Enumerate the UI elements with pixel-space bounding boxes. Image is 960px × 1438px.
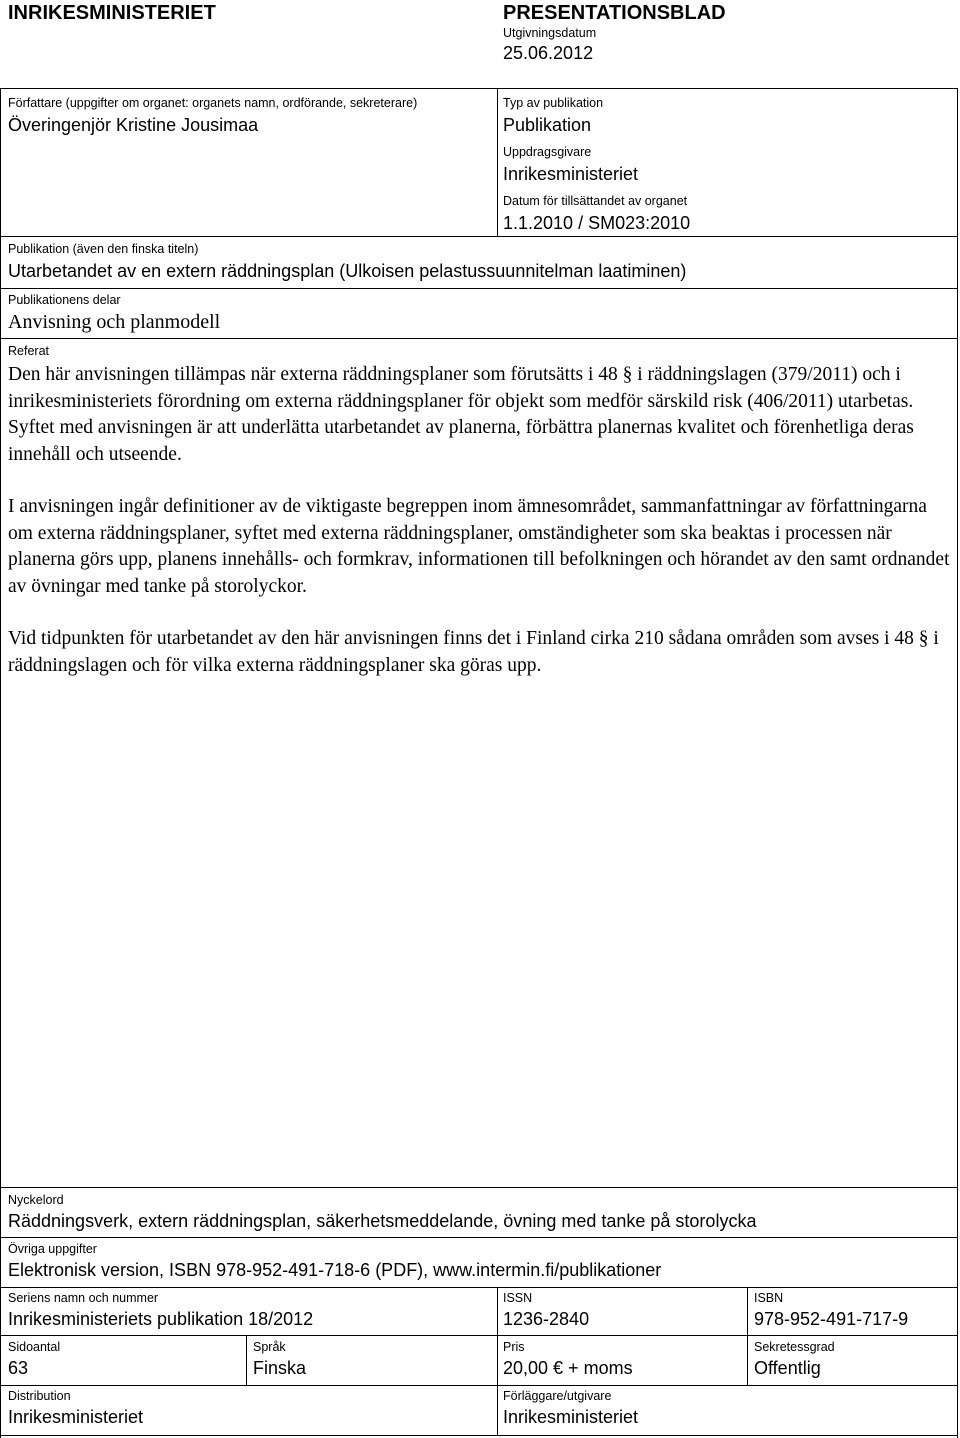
commissioner-value: Inrikesministeriet: [503, 164, 639, 184]
series-label: Seriens namn och nummer: [8, 1291, 159, 1305]
abstract-paragraph-2: I anvisningen ingår definitioner av de viktigaste begreppen inom ämnesområdet, sammanfattningar av författningarna om externa räddningsplaner, syftet med externa räddningsplaner, omständigheter som ska beaktas i processen när planerna görs upp, planens innehålls- och formkrav, informationen till befolkningen och hörandet av den samt ordnandet av övningar med tanke på storolyckor.: [8, 496, 950, 597]
confidentiality-label: Sekretessgrad: [754, 1340, 835, 1354]
series-row-border: [0, 1287, 958, 1288]
distribution-label: Distribution: [8, 1389, 71, 1403]
abstract-paragraph-1: Den här anvisningen tillämpas när externa räddningsplaner som förutsätts i 48 § i räddningslagen (379/2011) och i inrikesministeriets förordning om externa räddningsplaner för objekt som medför särskild risk (406/2011) utarbetas. Syftet med anvisningen är att underlätta utarbetandet av planerna, förbättra planernas kvalitet och förenhetliga deras innehåll och utseende.: [8, 364, 914, 465]
issn-value: 1236-2840: [503, 1309, 590, 1329]
publication-type-label: Typ av publikation: [503, 96, 604, 110]
appointment-date-label: Datum för tillsättandet av organet: [503, 194, 688, 208]
publication-date-label: Utgivningsdatum: [503, 26, 597, 40]
publication-title-value: Utarbetandet av en extern räddningsplan (Ulkoisen pelastussuunnitelman laatiminen): [8, 261, 687, 281]
publisher-label: Förläggare/utgivare: [503, 1389, 612, 1403]
keywords-row-border: [0, 1187, 958, 1188]
appointment-date-value: 1.1.2010 / SM023:2010: [503, 213, 691, 233]
other-info-label: Övriga uppgifter: [8, 1242, 97, 1256]
bottom-border: [0, 1435, 958, 1436]
abstract-paragraph-3: Vid tidpunkten för utarbetandet av den här anvisningen finns det i Finland cirka 210 sådana områden som avses i 48 § i räddningslagen och för vilka externa räddningsplaner ska göras upp.: [8, 628, 939, 676]
page-count-label: Sidoantal: [8, 1340, 61, 1354]
author-label: Författare (uppgifter om organet: organets namn, ordförande, sekreterare): [8, 96, 418, 110]
right-border: [957, 88, 958, 1438]
abstract-label: Referat: [8, 344, 49, 358]
commissioner-label: Uppdragsgivare: [503, 145, 592, 159]
other-info-row-border: [0, 1237, 958, 1238]
price-value: 20,00 € + moms: [503, 1358, 633, 1378]
language-value: Finska: [253, 1358, 307, 1378]
publication-type-value: Publikation: [503, 115, 592, 135]
bottom-column-divider-2: [747, 1287, 748, 1385]
isbn-label: ISBN: [754, 1291, 784, 1305]
page-count-value: 63: [8, 1358, 29, 1378]
price-label: Pris: [503, 1340, 525, 1354]
top-column-divider: [497, 88, 498, 236]
ministry-name: INRIKESMINISTERIET: [8, 2, 216, 24]
author-value: Överingenjör Kristine Jousimaa: [8, 115, 259, 135]
confidentiality-value: Offentlig: [754, 1358, 821, 1378]
document-type: PRESENTATIONSBLAD: [503, 2, 726, 24]
language-label: Språk: [253, 1340, 286, 1354]
distribution-value: Inrikesministeriet: [8, 1407, 144, 1427]
distribution-row-border: [0, 1385, 958, 1386]
parts-row-border: [0, 288, 958, 289]
series-value: Inrikesministeriets publikation 18/2012: [8, 1309, 314, 1329]
abstract-row-border: [0, 338, 958, 339]
publication-parts-label: Publikationens delar: [8, 293, 121, 307]
left-border: [0, 88, 1, 1438]
bottom-column-divider-3: [246, 1335, 247, 1385]
publication-parts-value: Anvisning och planmodell: [8, 311, 221, 333]
issn-label: ISSN: [503, 1291, 533, 1305]
keywords-value: Räddningsverk, extern räddningsplan, säkerhetsmeddelande, övning med tanke på storolycka: [8, 1211, 757, 1231]
publisher-value: Inrikesministeriet: [503, 1407, 639, 1427]
keywords-label: Nyckelord: [8, 1193, 64, 1207]
publication-title-label: Publikation (även den finska titeln): [8, 242, 199, 256]
isbn-value: 978-952-491-717-9: [754, 1309, 909, 1329]
other-info-value: Elektronisk version, ISBN 978-952-491-718-6 (PDF), www.intermin.fi/publikationer: [8, 1260, 662, 1280]
bottom-column-divider-1: [497, 1287, 498, 1435]
pages-row-border: [0, 1335, 958, 1336]
top-border: [0, 88, 958, 89]
title-row-border: [0, 236, 958, 237]
publication-date-value: 25.06.2012: [503, 43, 594, 63]
